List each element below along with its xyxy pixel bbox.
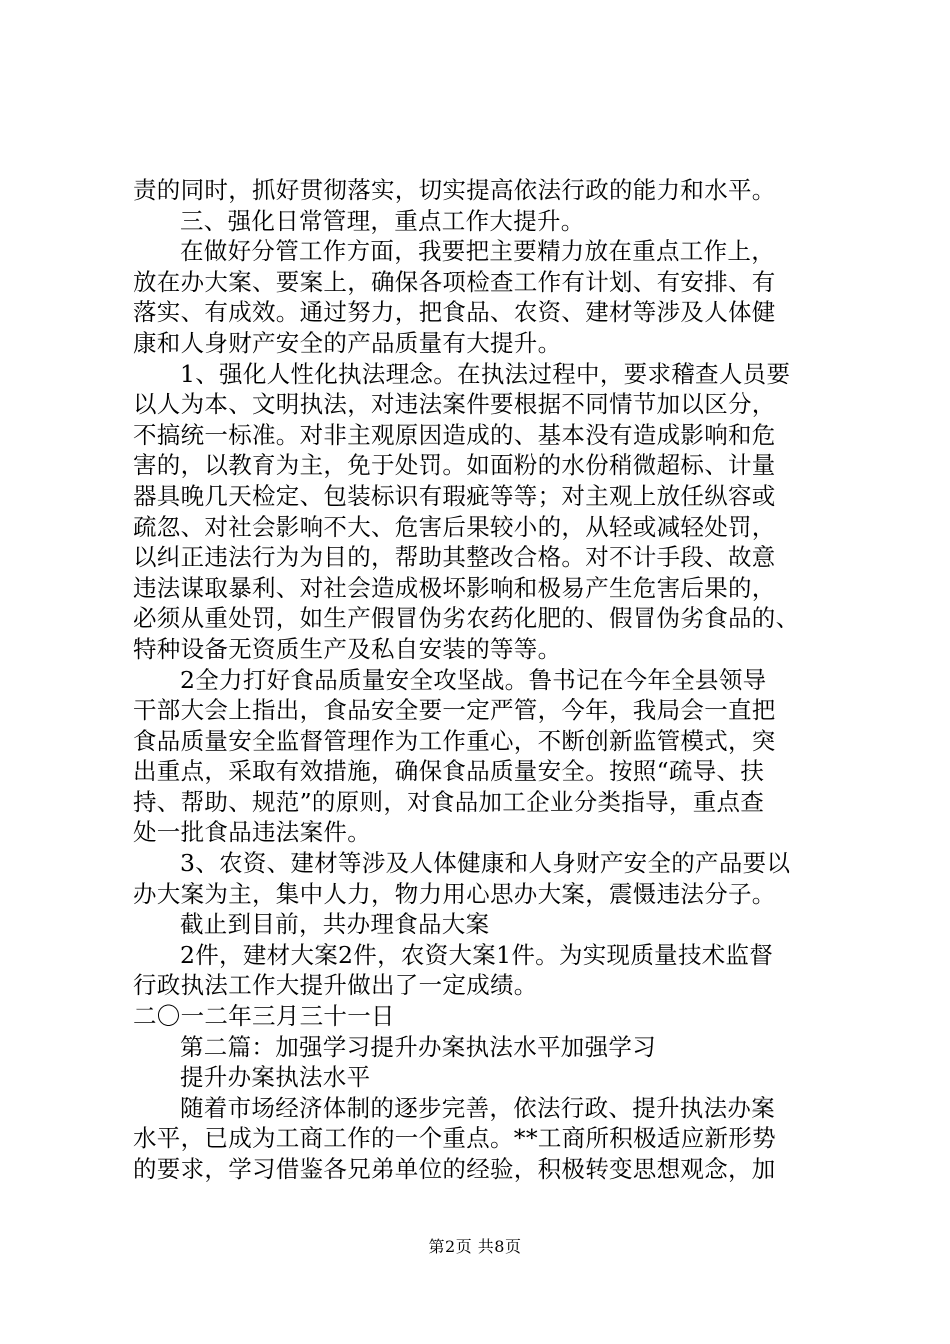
text-line: 疏忽、对社会影响不大、危害后果较小的，从轻或减轻处罚， [133,512,776,541]
document-body [133,175,833,1185]
text-line: 害的，以教育为主，免于处罚。如面粉的水份稍微超标、计量 [133,451,776,480]
text-line: 落实、有成效。通过努力，把食品、农资、建材等涉及人体健 [133,298,776,327]
text-line: 以人为本、文明执法，对违法案件要根据不同情节加以区分， [133,390,776,419]
text-line: 放在办大案、要案上，确保各项检查工作有计划、有安排、有 [133,267,776,296]
text-line: 以纠正违法行为为目的，帮助其整改合格。对不计手段、故意 [133,543,776,572]
text-line: 责的同时，抓好贯彻落实，切实提高依法行政的能力和水平。 [133,176,776,204]
page-footer [0,1237,950,1257]
text-line: 行政执法工作大提升做出了一定成绩。 [133,971,538,1000]
text-line: 2件，建材大案2件，农资大案1件。为实现质量技术监督 [180,940,774,969]
text-line: 食品质量安全监督管理作为工作重心，不断创新监管模式，突 [133,726,776,755]
text-line: 康和人身财产安全的产品质量有大提升。 [133,328,562,357]
text-line: 器具晚几天检定、包装标识有瑕疵等等；对主观上放任纵容或 [133,481,776,510]
text-line: 截止到目前，共办理食品大案 [180,910,490,939]
text-line: 特种设备无资质生产及私自安装的等等。 [133,634,562,663]
text-line: 三、强化日常管理，重点工作大提升。 [180,206,585,235]
text-line: 在做好分管工作方面，我要把主要精力放在重点工作上， [180,237,775,266]
text-line: 干部大会上指出，食品安全要一定严管，今年，我局会一直把 [133,696,776,725]
text-line: 3、农资、建材等涉及人体健康和人身财产安全的产品要以 [180,849,791,878]
text-line: 办大案为主，集中人力，物力用心思办大案，震慑违法分子。 [133,879,776,908]
text-line: 的要求，学习借鉴各兄弟单位的经验，积极转变思想观念，加 [133,1155,776,1183]
text-line: 随着市场经济体制的逐步完善，依法行政、提升执法办案 [180,1093,775,1122]
text-line: 2全力打好食品质量安全攻坚战。鲁书记在今年全县领导 [180,665,767,694]
text-line: 不搞统一标准。对非主观原因造成的、基本没有造成影响和危 [133,420,776,449]
page-number-label: 第2页 共8页 [428,1237,522,1256]
text-line: 提升办案执法水平 [180,1063,371,1092]
text-line: 二〇一二年三月三十一日 [133,1002,395,1031]
text-line: 出重点，采取有效措施，确保食品质量安全。按照“疏导、扶 [133,757,765,786]
text-line: 水平，已成为工商工作的一个重点。**工商所积极适应新形势 [133,1124,776,1153]
text-line: 持、帮助、规范”的原则，对食品加工企业分类指导，重点查 [133,787,765,816]
text-line: 第二篇：加强学习提升办案执法水平加强学习 [180,1032,656,1061]
text-line: 违法谋取暴利、对社会造成极坏影响和极易产生危害后果的， [133,573,776,602]
text-line: 处一批食品违法案件。 [133,818,371,847]
text-line: 1、强化人性化执法理念。在执法过程中，要求稽查人员要 [180,359,791,388]
text-line: 必须从重处罚，如生产假冒伪劣农药化肥的、假冒伪劣食品的、 [133,604,800,633]
